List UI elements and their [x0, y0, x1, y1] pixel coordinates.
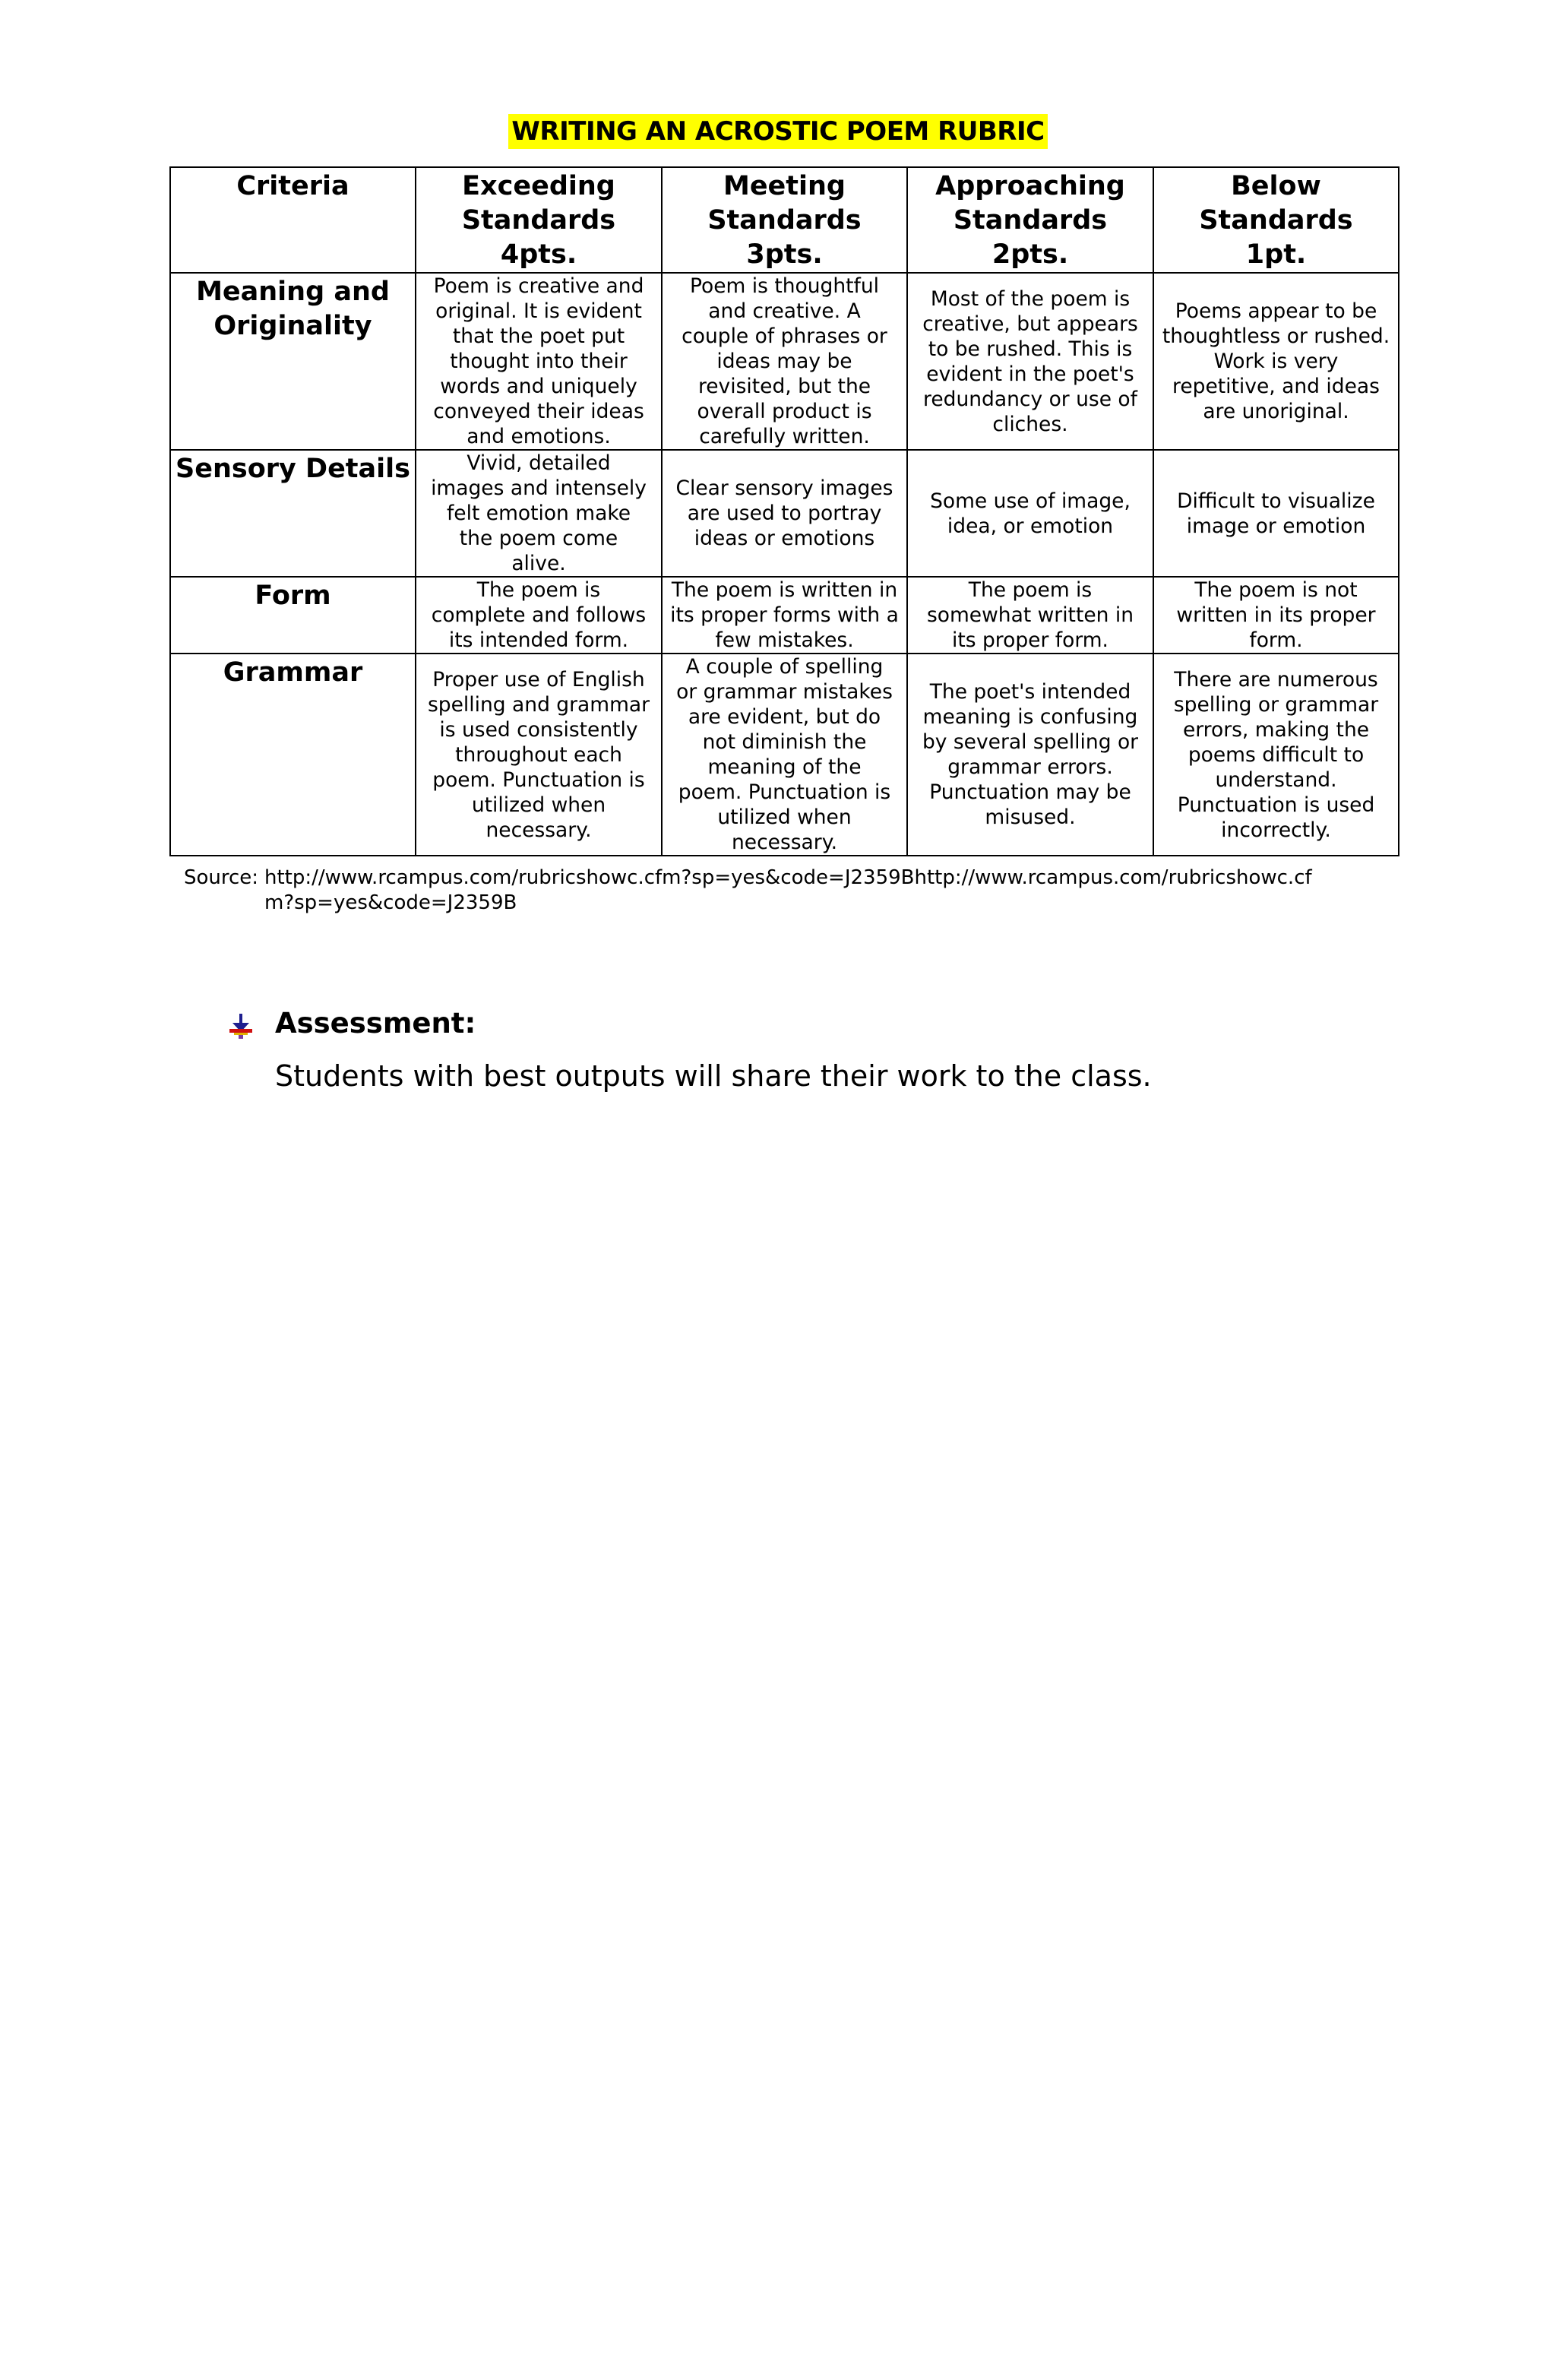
- descriptor-line: overall product is: [697, 400, 872, 423]
- descriptor-line: creative, but appears: [922, 312, 1138, 336]
- descriptor-line: The poem is: [968, 578, 1093, 602]
- descriptor-line: couple of phrases or: [682, 324, 887, 348]
- table-row-grammar: [170, 654, 1399, 856]
- descriptor-line: Most of the poem is: [930, 286, 1131, 311]
- table-row-meaning: [170, 273, 1399, 450]
- table-row-sensory: [170, 450, 1399, 577]
- descriptor-line: Poems appear to be: [1175, 299, 1377, 323]
- descriptor-cell: [1153, 654, 1399, 856]
- criterion-cell: [170, 273, 416, 450]
- criterion-cell: [170, 654, 416, 856]
- header-line: Approaching: [935, 171, 1125, 201]
- table-row-form: [170, 577, 1399, 654]
- descriptor-line: by several spelling or: [922, 730, 1139, 754]
- header-line: 4pts.: [500, 239, 577, 270]
- bullet-arrow-icon: [229, 1014, 252, 1040]
- header-line: Exceeding: [462, 171, 615, 201]
- descriptor-line: throughout each: [455, 742, 622, 767]
- header-line: Standards: [461, 205, 616, 236]
- source-url: http://www.rcampus.com/rubricshowc.cfm?sp=yes&code=J2359Bhttp://www.rcampus.com/rubricshowc.cfm?sp=yes&code=J2359B: [264, 866, 1312, 914]
- descriptor-line: thoughtless or rushed.: [1162, 324, 1390, 348]
- descriptor-line: grammar errors.: [947, 755, 1113, 779]
- descriptor-line: revisited, but the: [697, 375, 871, 398]
- descriptor-line: words and uniquely: [440, 375, 637, 398]
- descriptor-line: utilized when: [471, 793, 606, 817]
- descriptor-line: conveyed their ideas: [433, 400, 644, 423]
- assessment-text: Students with best outputs will share their work to the class.: [275, 1059, 1152, 1093]
- criterion-line: Meaning and: [196, 277, 390, 307]
- descriptor-line: form.: [1249, 628, 1303, 652]
- descriptor-line: and emotions.: [466, 425, 611, 448]
- descriptor-line: spelling and grammar: [427, 692, 650, 717]
- descriptor-line: misused.: [985, 805, 1076, 829]
- title-container: [0, 114, 1556, 149]
- descriptor-line: necessary.: [485, 818, 592, 842]
- descriptor-line: are evident, but do: [688, 705, 881, 729]
- descriptor-line: Work is very: [1213, 350, 1339, 373]
- descriptor-line: its intended form.: [448, 628, 629, 652]
- descriptor-cell: [907, 450, 1153, 577]
- descriptor-line: errors, making the: [1182, 717, 1370, 742]
- descriptor-line: are used to portray: [687, 502, 882, 525]
- header-row: [170, 167, 1399, 273]
- descriptor-line: ideas may be: [716, 350, 852, 373]
- descriptor-line: poems difficult to: [1188, 742, 1365, 767]
- descriptor-line: repetitive, and ideas: [1172, 375, 1380, 398]
- descriptor-line: images and intensely: [431, 476, 647, 500]
- header-meeting: [662, 167, 907, 273]
- header-line: 2pts.: [991, 239, 1069, 270]
- descriptor-line: complete and follows: [431, 603, 647, 627]
- descriptor-line: carefully written.: [699, 425, 870, 448]
- descriptor-cell: [907, 273, 1153, 450]
- descriptor-cell: [416, 450, 662, 577]
- descriptor-line: utilized when: [717, 805, 852, 829]
- descriptor-cell: [662, 450, 907, 577]
- descriptor-cell: [1153, 450, 1399, 577]
- header-line: Criteria: [236, 171, 349, 201]
- criterion-line: Originality: [213, 311, 372, 341]
- header-line: Standards: [953, 205, 1108, 236]
- descriptor-line: Vivid, detailed: [466, 451, 611, 475]
- descriptor-line: is used consistently: [439, 717, 638, 742]
- descriptor-line: poem. Punctuation is: [678, 780, 891, 804]
- descriptor-line: Punctuation is used: [1177, 793, 1375, 817]
- descriptor-cell: [416, 577, 662, 654]
- descriptor-line: cliches.: [992, 412, 1068, 436]
- header-line: Standards: [1199, 205, 1353, 236]
- descriptor-line: Difficult to visualize: [1177, 489, 1375, 513]
- descriptor-line: that the poet put: [452, 324, 625, 348]
- descriptor-line: somewhat written in: [926, 603, 1134, 627]
- descriptor-cell: [907, 654, 1153, 856]
- header-exceeding: [416, 167, 662, 273]
- descriptor-line: evident in the poet's: [926, 362, 1134, 386]
- header-approaching: [907, 167, 1153, 273]
- descriptor-line: its proper form.: [952, 628, 1108, 652]
- descriptor-line: the poem come: [459, 527, 618, 550]
- criterion-line: Sensory Details: [176, 454, 410, 484]
- descriptor-line: There are numerous: [1174, 667, 1378, 692]
- descriptor-cell: [907, 577, 1153, 654]
- criterion-cell: [170, 577, 416, 654]
- header-line: 3pts.: [746, 239, 823, 270]
- descriptor-cell: [662, 654, 907, 856]
- descriptor-line: The poem is written in: [671, 578, 898, 602]
- header-line: Meeting: [723, 171, 846, 201]
- source-label: Source:: [184, 866, 259, 889]
- descriptor-line: felt emotion make: [446, 502, 631, 525]
- descriptor-line: meaning of the: [707, 755, 862, 779]
- descriptor-line: incorrectly.: [1221, 818, 1331, 842]
- descriptor-line: or grammar mistakes: [676, 680, 893, 704]
- descriptor-line: thought into their: [450, 350, 628, 373]
- header-below: [1153, 167, 1399, 273]
- descriptor-cell: [416, 273, 662, 450]
- criterion-line: Grammar: [223, 657, 363, 688]
- criterion-line: Form: [255, 581, 331, 611]
- assessment-heading: Assessment:: [275, 1007, 476, 1040]
- descriptor-line: few mistakes.: [715, 628, 854, 652]
- descriptor-line: alive.: [511, 552, 566, 575]
- descriptor-line: The poem is: [476, 578, 601, 602]
- descriptor-line: and creative. A: [708, 299, 861, 323]
- descriptor-cell: [662, 273, 907, 450]
- descriptor-line: redundancy or use of: [923, 387, 1137, 411]
- descriptor-line: understand.: [1215, 767, 1337, 792]
- descriptor-line: ideas or emotions: [694, 527, 875, 550]
- descriptor-line: Poem is creative and: [433, 274, 644, 298]
- descriptor-line: not diminish the: [702, 730, 867, 754]
- descriptor-cell: [1153, 273, 1399, 450]
- descriptor-line: Proper use of English: [432, 667, 645, 692]
- descriptor-cell: [416, 654, 662, 856]
- descriptor-line: idea, or emotion: [947, 514, 1114, 538]
- descriptor-line: spelling or grammar: [1173, 692, 1379, 717]
- descriptor-line: to be rushed. This is: [928, 337, 1133, 361]
- header-line: Standards: [707, 205, 862, 236]
- descriptor-cell: [662, 577, 907, 654]
- descriptor-line: Clear sensory images: [675, 476, 893, 500]
- source-citation: [184, 866, 1339, 916]
- header-criteria: [170, 167, 416, 273]
- descriptor-line: Some use of image,: [930, 489, 1131, 513]
- descriptor-line: written in its proper: [1176, 603, 1376, 627]
- descriptor-line: Poem is thoughtful: [689, 274, 880, 298]
- criterion-cell: [170, 450, 416, 577]
- descriptor-line: Punctuation may be: [929, 780, 1131, 804]
- descriptor-line: The poem is not: [1194, 578, 1358, 602]
- rubric-table: [169, 166, 1399, 856]
- descriptor-line: are unoriginal.: [1203, 400, 1349, 423]
- descriptor-line: poem. Punctuation is: [432, 767, 645, 792]
- rubric-title: WRITING AN ACROSTIC POEM RUBRIC: [508, 114, 1047, 149]
- header-line: 1pt.: [1245, 239, 1307, 270]
- descriptor-line: necessary.: [731, 831, 838, 854]
- descriptor-line: A couple of spelling: [685, 655, 884, 679]
- descriptor-line: meaning is confusing: [922, 705, 1138, 729]
- header-line: Below: [1231, 171, 1321, 201]
- descriptor-line: original. It is evident: [435, 299, 642, 323]
- descriptor-line: image or emotion: [1186, 514, 1366, 538]
- descriptor-line: The poet's intended: [929, 680, 1131, 704]
- descriptor-cell: [1153, 577, 1399, 654]
- descriptor-line: its proper forms with a: [670, 603, 899, 627]
